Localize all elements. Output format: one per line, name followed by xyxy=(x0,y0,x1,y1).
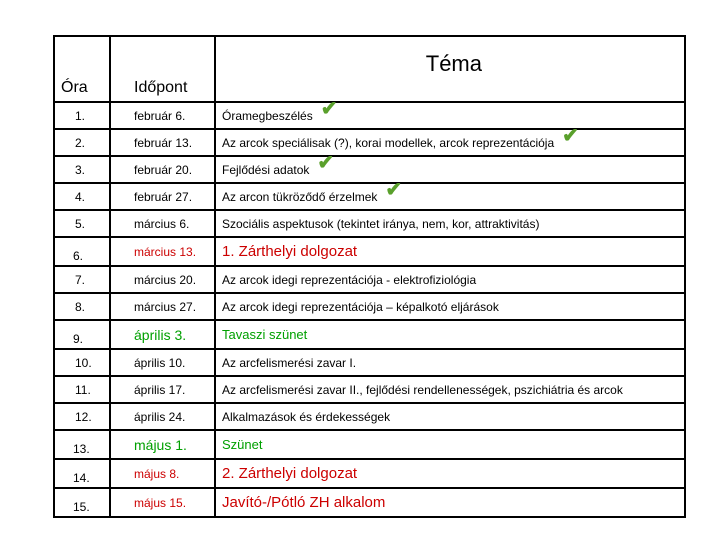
row-topic-text: 1. Zárthelyi dolgozat xyxy=(222,243,358,260)
row-topic xyxy=(215,349,685,376)
row-date-text: március 27. xyxy=(134,299,197,314)
row-topic xyxy=(215,237,685,266)
table-row xyxy=(54,459,685,488)
row-number: 3. xyxy=(54,156,110,183)
row-date-text: április 17. xyxy=(134,382,186,397)
row-number: 11. xyxy=(54,376,110,403)
row-date xyxy=(110,210,215,237)
row-number: 6. xyxy=(54,237,110,266)
row-topic-text: Az arcon tükröződő érzelmek xyxy=(222,189,378,204)
row-number: 8. xyxy=(54,293,110,320)
row-date-text: április 24. xyxy=(134,409,186,424)
row-topic-text: Az arcok idegi reprezentációja - elektrofiziológia xyxy=(222,272,477,287)
row-topic xyxy=(215,320,685,349)
row-topic-text: Az arcfelismerési zavar I. xyxy=(222,355,357,370)
table-row xyxy=(54,320,685,349)
table-row xyxy=(54,129,685,156)
row-number: 14. xyxy=(54,459,110,488)
row-date-text: március 6. xyxy=(134,216,190,231)
row-topic xyxy=(215,266,685,293)
row-number: 5. xyxy=(54,210,110,237)
row-topic xyxy=(215,293,685,320)
row-date-text: február 13. xyxy=(134,135,193,150)
row-date-text: február 6. xyxy=(134,108,186,123)
row-date-text: április 10. xyxy=(134,355,186,370)
row-topic-text: Az arcok idegi reprezentációja – képalkotó eljárások xyxy=(222,299,499,314)
row-topic-text: 2. Zárthelyi dolgozat xyxy=(222,465,358,482)
row-topic xyxy=(215,376,685,403)
row-date-text: május 15. xyxy=(134,495,187,510)
row-number: 15. xyxy=(54,488,110,517)
row-topic-text: Az arcfelismerési zavar II., fejlődési rendellenességek, pszichiátria és arcok xyxy=(222,382,623,397)
table-row xyxy=(54,156,685,183)
row-number: 13. xyxy=(54,430,110,459)
row-topic-text: Javító-/Pótló ZH alkalom xyxy=(222,494,386,511)
row-topic xyxy=(215,403,685,430)
row-date xyxy=(110,430,215,459)
row-topic xyxy=(215,178,685,210)
check-icon: ✔ xyxy=(562,124,579,147)
row-number: 7. xyxy=(54,266,110,293)
row-date xyxy=(110,183,215,210)
row-date-text: március 20. xyxy=(134,272,197,287)
header-tema: Téma xyxy=(215,36,685,102)
row-topic xyxy=(215,124,685,156)
table-row xyxy=(54,488,685,517)
row-date-text: február 27. xyxy=(134,189,193,204)
header-idopont: Időpont xyxy=(110,36,215,102)
row-date-text: március 13. xyxy=(134,244,197,259)
row-topic xyxy=(215,210,685,237)
table-row xyxy=(54,349,685,376)
row-date-text: május 1. xyxy=(134,436,187,453)
table-row xyxy=(54,266,685,293)
row-date xyxy=(110,403,215,430)
row-number: 10. xyxy=(54,349,110,376)
row-date-text: április 3. xyxy=(134,326,187,343)
row-topic-text: Szünet xyxy=(222,437,263,452)
table-row xyxy=(54,237,685,266)
row-date xyxy=(110,376,215,403)
header-row xyxy=(54,36,685,102)
row-topic xyxy=(215,459,685,488)
check-icon: ✔ xyxy=(317,151,335,174)
table-row xyxy=(54,293,685,320)
row-date-text: február 20. xyxy=(134,162,193,177)
row-number: 1. xyxy=(54,102,110,129)
row-date xyxy=(110,320,215,349)
row-number: 12. xyxy=(54,403,110,430)
check-icon: ✔ xyxy=(385,178,403,201)
table-row xyxy=(54,102,685,129)
row-number: 4. xyxy=(54,183,110,210)
check-icon: ✔ xyxy=(320,97,338,120)
table-row xyxy=(54,210,685,237)
row-date xyxy=(110,156,215,183)
row-topic-text: Fejlődési adatok xyxy=(222,162,310,177)
row-date xyxy=(110,102,215,129)
row-date xyxy=(110,459,215,488)
table-row xyxy=(54,183,685,210)
row-topic-text: Az arcok speciálisak (?), korai modellek, arcok reprezentációja xyxy=(222,135,555,150)
table-row xyxy=(54,376,685,403)
row-topic xyxy=(215,97,685,129)
row-date xyxy=(110,129,215,156)
row-topic xyxy=(215,151,685,183)
row-date xyxy=(110,237,215,266)
row-date xyxy=(110,349,215,376)
row-topic-text: Szociális aspektusok (tekintet iránya, nem, kor, attraktivitás) xyxy=(222,216,540,231)
row-topic-text: Óramegbeszélés xyxy=(222,108,313,123)
row-topic xyxy=(215,430,685,459)
table-row xyxy=(54,430,685,459)
row-date-text: május 8. xyxy=(134,466,180,481)
schedule-table xyxy=(53,35,686,518)
row-topic-text: Alkalmazások és érdekességek xyxy=(222,409,391,424)
header-ora: Óra xyxy=(54,36,110,102)
row-number: 9. xyxy=(54,320,110,349)
row-date xyxy=(110,488,215,517)
table-row xyxy=(54,403,685,430)
row-topic xyxy=(215,488,685,517)
row-topic-text: Tavaszi szünet xyxy=(222,327,308,342)
row-date xyxy=(110,266,215,293)
row-number: 2. xyxy=(54,129,110,156)
row-date xyxy=(110,293,215,320)
